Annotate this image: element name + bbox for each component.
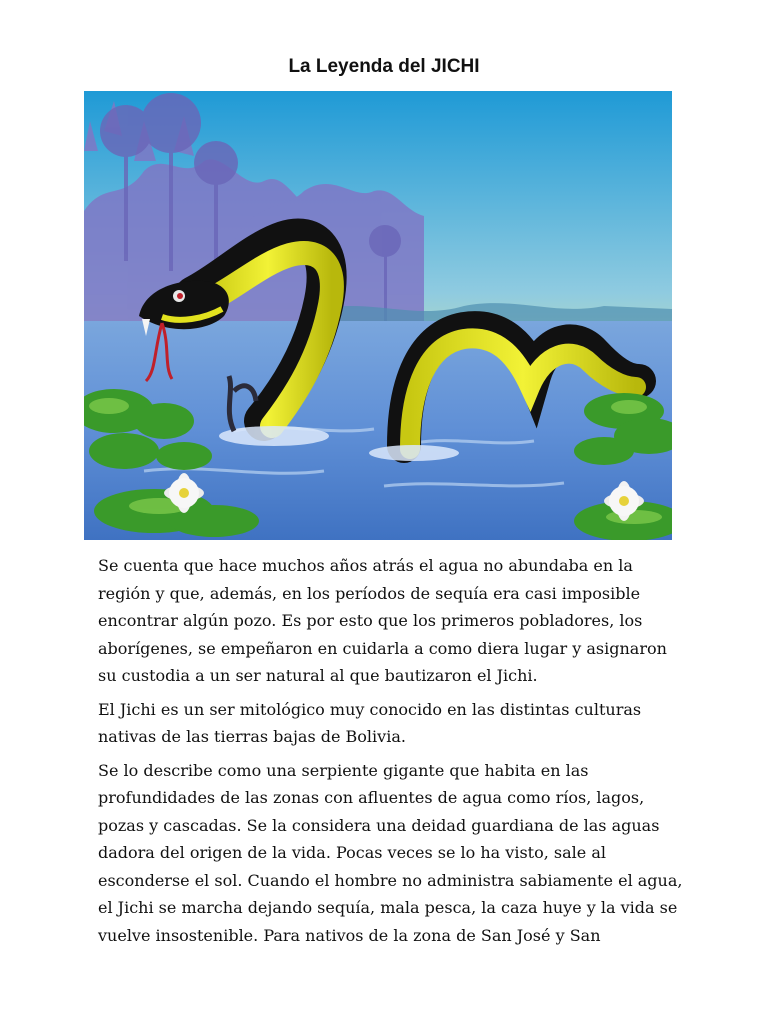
paragraph: El Jichi es un ser mitológico muy conocido en las distintas culturas nativas de las tierras bajas de Bolivia. [98,699,642,746]
article-body [98,552,690,955]
page-title: La Leyenda del JICHI [288,56,480,77]
paragraph: Se cuenta que hace muchos años atrás el agua no abundaba en la región y que, además, en los períodos de sequía era casi imposible encontrar algún pozo. Es por esto que los primeros pobladores, los aborígenes, se empeñaron en cuidarla a como diera lugar y asignaron su custodia a un ser natural al que bautizaron el Jichi. [98,556,667,685]
serpent-lake-picture [84,91,672,540]
jichi-illustration [84,91,672,540]
paragraph: Se lo describe como una serpiente gigante que habita en las profundidades de las zonas con afluentes de agua como ríos, lagos, pozas y cascadas. Se la considera una deidad guardiana de las aguas dadora del origen de la vida. Pocas veces se lo ha visto, sale al esconderse el sol. Cuando el hombre no administra sabiamente el agua, el Jichi se marcha dejando sequía, mala pesca, la caza huye y la vida se vuelve insostenible. Para nativos de la zona de San José y San [98,760,683,945]
